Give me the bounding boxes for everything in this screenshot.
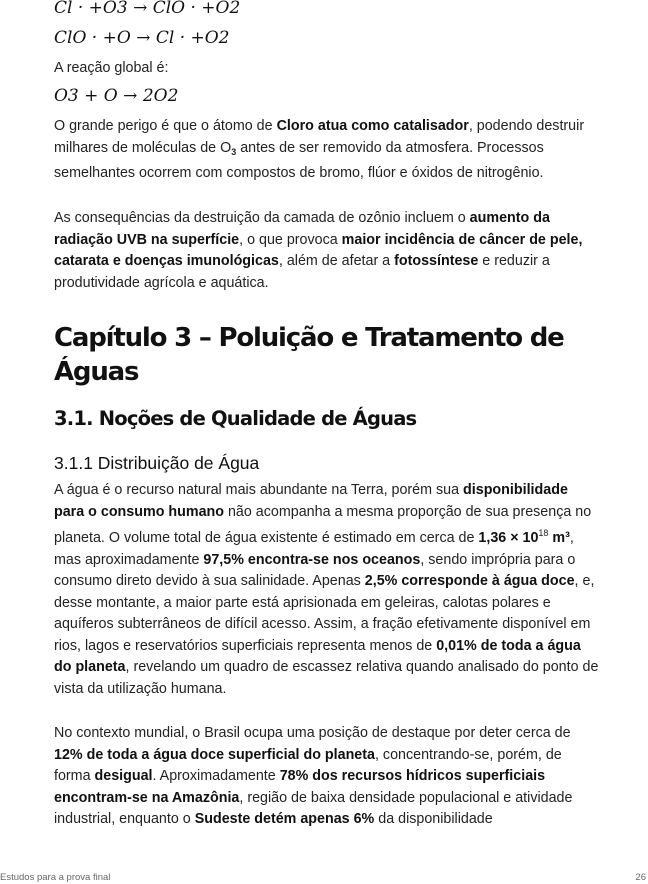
paragraph-consequences: As consequências da destruição da camada de ozônio incluem o aumento da radiação UVB na superfície, o que provoca maior incidência de câncer de pele, catarata e doenças imunológicas, além de afetar a fotossíntese e reduzir a produtividade agrícola e aquática. [54, 210, 583, 291]
global-reaction-label: A reação global é: [54, 60, 169, 76]
section-title: 3.1. Noções de Qualidade de Águas [54, 407, 417, 430]
subsection-title: 3.1.1 Distribuição de Água [54, 453, 260, 473]
equation-global: O3 + O → 2O2 [54, 86, 179, 106]
footer-page-number: 26 [635, 872, 646, 883]
paragraph-brazil-context: No contexto mundial, o Brasil ocupa uma posição de destaque por deter cerca de 12% de toda a água doce superficial do planeta, concentrando-se, porém, de forma desigual. Aproximadamente 78% dos recursos hídricos superficiais encontram-se na Amazônia, região de baixa densidade populacional e atividade industrial, enquanto o Sudeste detém apenas 6% da disponibilidade [54, 725, 573, 827]
paragraph-water-distribution: A água é o recurso natural mais abundante na Terra, porém sua disponibilidade para o consumo humano não acompanha a mesma proporção de sua presença no planeta. O volume total de água existente é estimado em cerca de $1,36 \times 10^{18}$ m³, mas aproximadamente 97,5% encontra-se nos oceanos, sendo imprópria para o consumo direto devido à sua salinidade. Apenas 2,5% corresponde à água doce, e, desse montante, a maior parte está aprisionada em geleiras, calotas polares e aquíferos subterrâneos de difícil acesso. Assim, a fração efetivamente disponível em rios, lagos e reservatórios superficiais representa menos de 0,01% de toda a água do planeta, revelando um quadro de escassez relativa quando analisado do ponto de vista da utilização humana. [54, 482, 599, 697]
equation-1: Cl · +O3 → ClO · +O2 [54, 0, 241, 18]
equation-2: ClO · +O → Cl · +O2 [54, 28, 230, 48]
footer-document-title: Estudos para a prova final [0, 872, 111, 883]
paragraph-catalyst: O grande perigo é que o átomo de Cloro atua como catalisador, podendo destruir milhares de moléculas de $O_3$ antes de ser removido da atmosfera. Processos semelhantes ocorrem com compostos de bromo, flúor e óxidos de nitrogênio. [54, 118, 585, 181]
chapter-title: Capítulo 3 – Poluição e Tratamento de Águas [54, 323, 564, 387]
